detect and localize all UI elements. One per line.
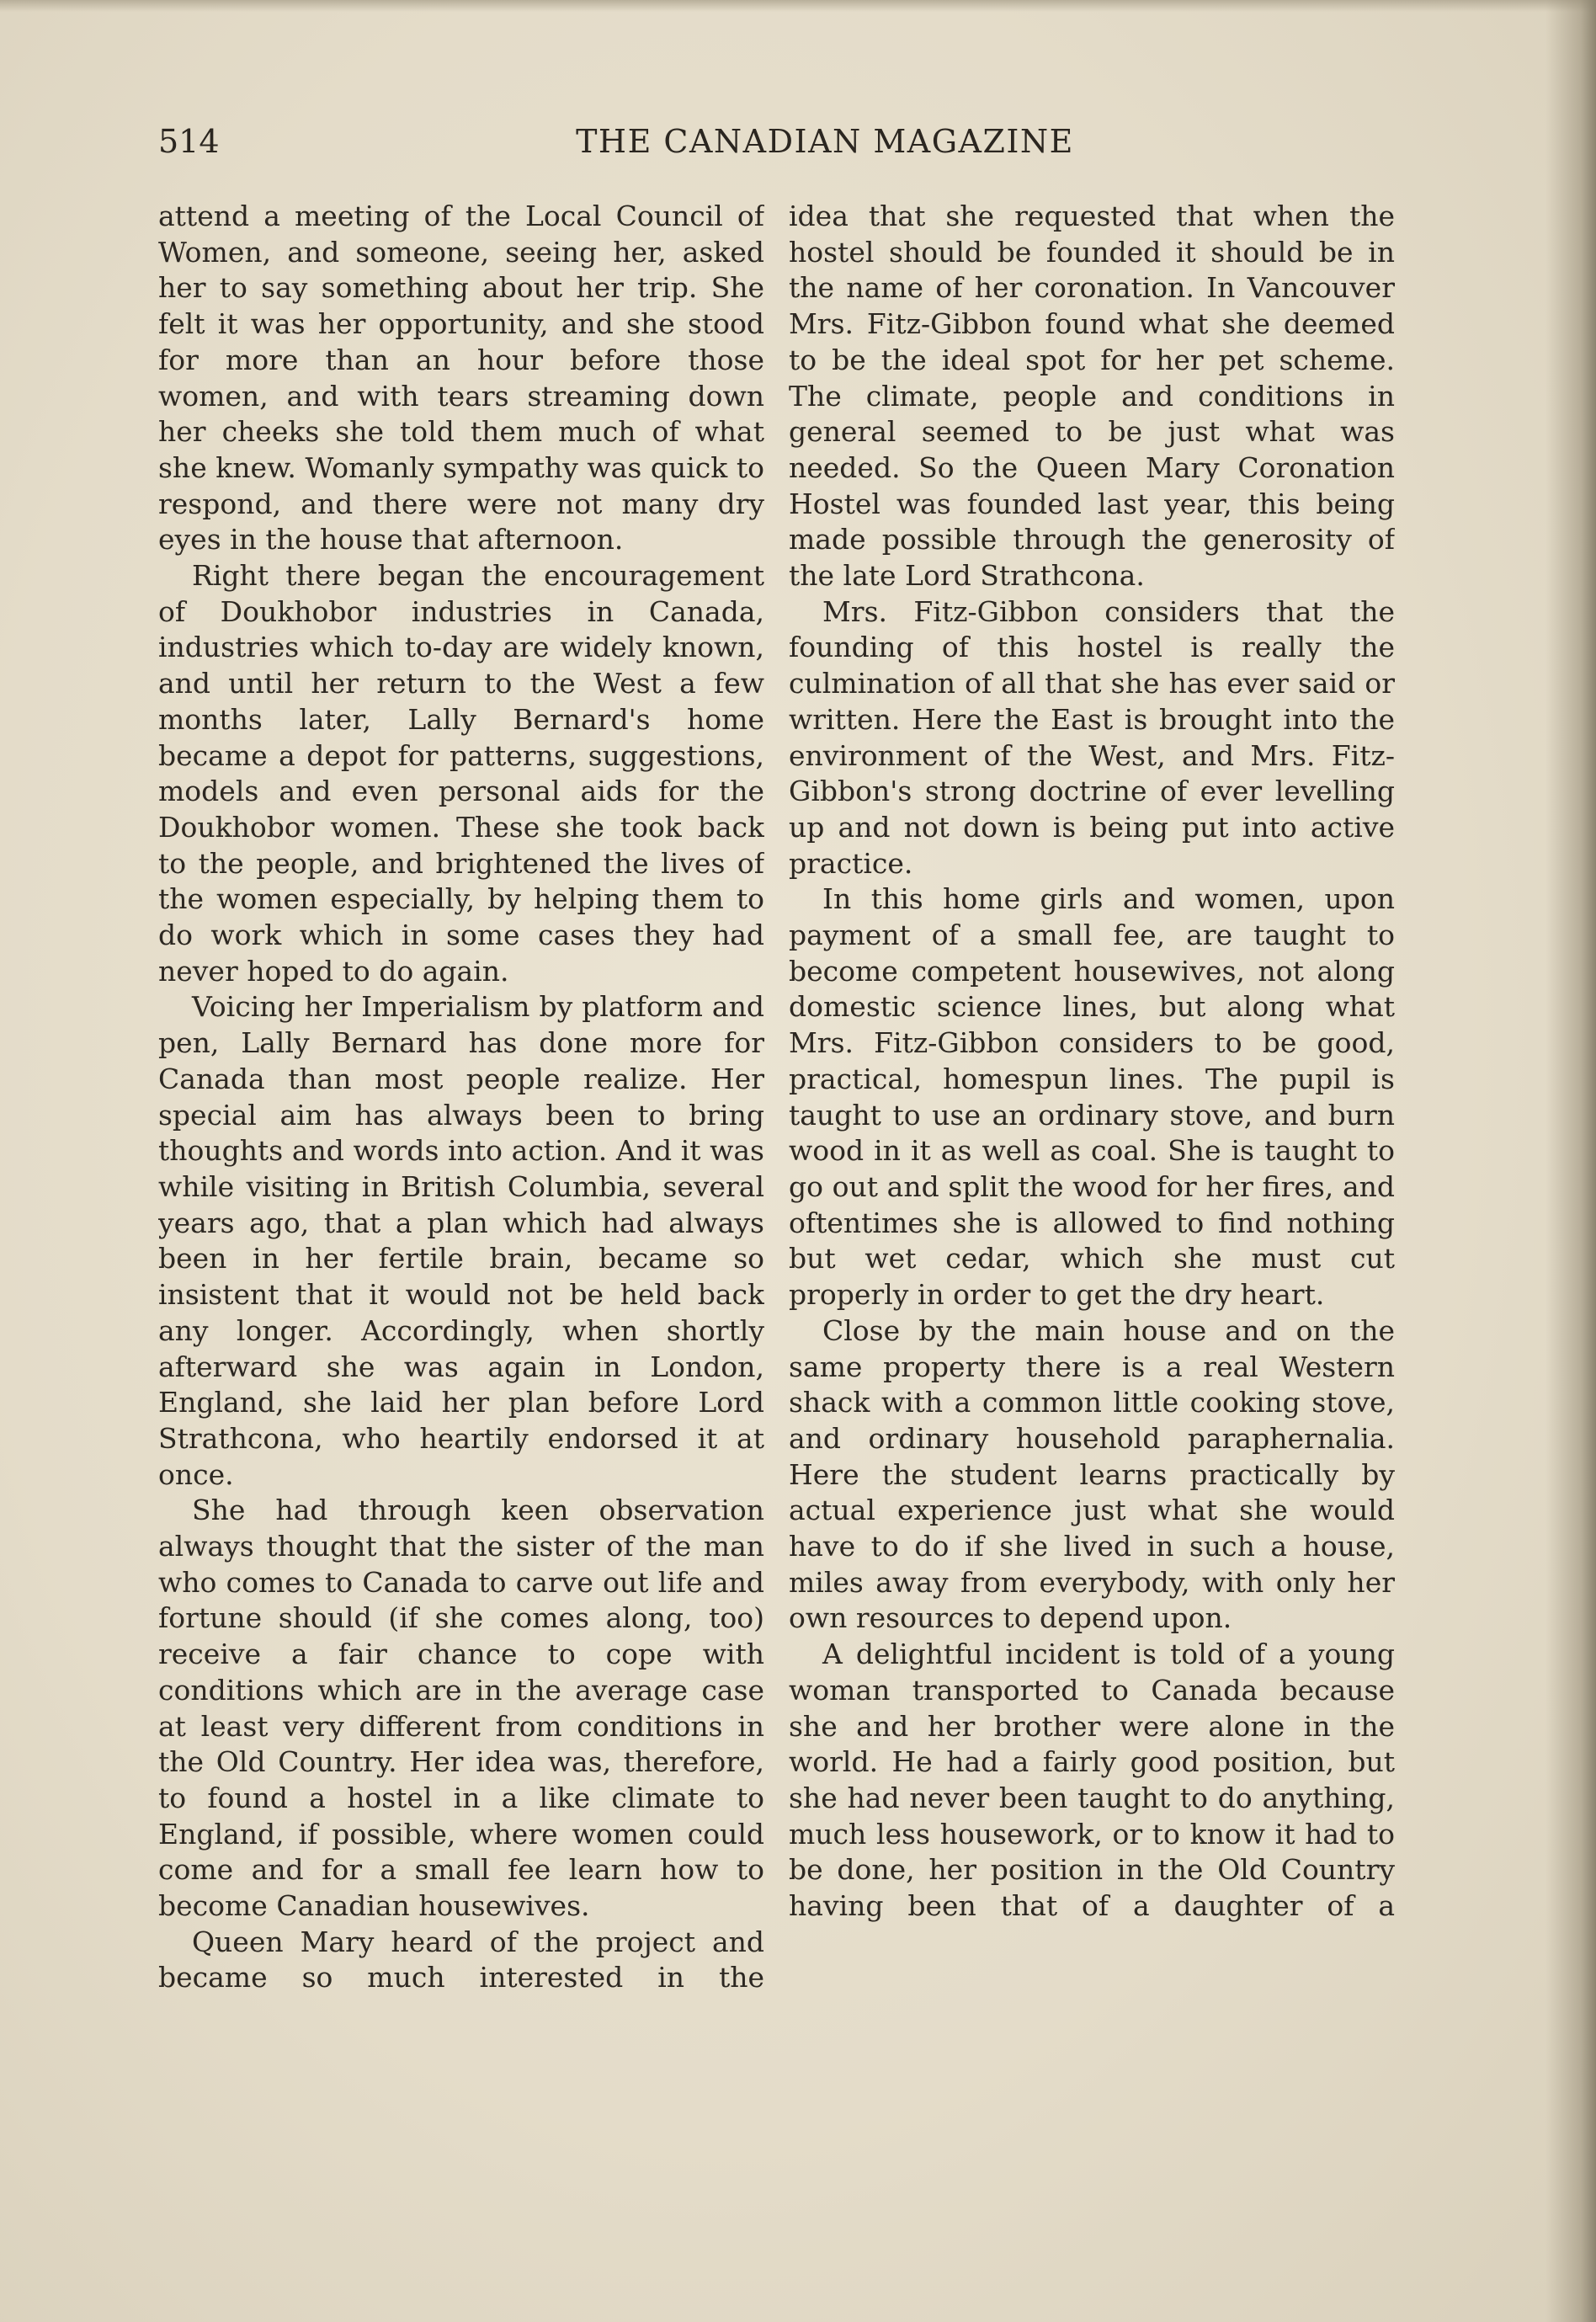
right-column [789,199,1395,2169]
paragraph: In this home girls and women, upon payment of a small fee, are taught to become competent housewives, not along domestic science lines, but along what Mrs. Fitz-Gibbon considers to be good, practical, homespun lines. The pupil is taught to use an ordinary stove, and burn wood in it as well as coal. She is taught to go out and split the wood for her fires, and oftentimes she is allowed to find nothing but wet cedar, which she must cut properly in order to get the dry heart. [789,882,1395,1312]
page-number: 514 [158,123,220,160]
paragraph: Close by the main house and on the same property there is a real Western shack with a common little cooking stove, and ordinary household paraphernalia. Here the student learns practically by actual experience just what she would have to do if she lived in such a house, miles away from everybody, with only her own resources to depend upon. [789,1313,1395,1635]
left-column [158,199,764,2169]
page-top-edge [0,0,1596,12]
paragraph: attend a meeting of the Local Council of Women, and someone, seeing her, asked her to say something about her trip. She felt it was her opportunity, and she stood for more than an hour before those women, and with tears streaming down her cheeks she told them much of what she knew. Womanly sympathy was quick to respond, and there were not many dry eyes in the house that afternoon. [158,200,764,557]
paragraph: Mrs. Fitz-Gibbon considers that the founding of this hostel is really the culmination of all that she has ever said or written. Here the East is brought into the environment of the West, and Mrs. Fitz-Gibbon's strong doctrine of ever levelling up and not down is being put into active practice. [789,594,1395,880]
running-title: THE CANADIAN MAGAZINE [576,123,1074,160]
paragraph: Right there began the encouragement of Doukhobor industries in Canada, industries which to-day are widely known, and until her return to the West a few months later, Lally Bernard's home became a depot for patterns, suggestions, models and even personal aids for the Doukhobor women. These she took back to the people, and brightened the lives of the women especially, by helping them to do work which in some cases they had never hoped to do again. [158,559,764,988]
paragraph: Queen Mary heard of the project and became so much interested in the [158,1925,764,1994]
paragraph: A delightful incident is told of a young woman transported to Canada because she and her brother were alone in the world. He had a fairly good position, but she had never been taught to do anything, much less housework, or to know it had to be done, her position in the Old Country having been that of a daughter of a [789,1638,1395,1923]
paragraph: Voicing her Imperialism by platform and pen, Lally Bernard has done more for Canada than most people realize. Her special aim has always been to bring thoughts and words into action. And it was while visiting in British Columbia, several years ago, that a plan which had always been in her fertile brain, became so insistent that it would not be held back any longer. Accordingly, when shortly afterward she was again in London, England, she laid her plan before Lord Strathcona, who heartily endorsed it at once. [158,990,764,1491]
binding-gutter [1545,0,1596,2322]
paragraph: She had through keen observation always thought that the sister of the man who comes to Canada to carve out life and fortune should (if she comes along, too) receive a fair chance to cope with conditions which are in the average case at least very different from conditions in the Old Country. Her idea was, therefore, to found a hostel in a like climate to England, if possible, where women could come and for a small fee learn how to become Canadian housewives. [158,1494,764,1923]
paragraph: idea that she requested that when the hostel should be founded it should be in the name of her coronation. In Vancouver Mrs. Fitz-Gibbon found what she deemed to be the ideal spot for her pet scheme. The climate, people and conditions in general seemed to be just what was needed. So the Queen Mary Coronation Hostel was founded last year, this being made possible through the generosity of the late Lord Strathcona. [789,200,1395,593]
